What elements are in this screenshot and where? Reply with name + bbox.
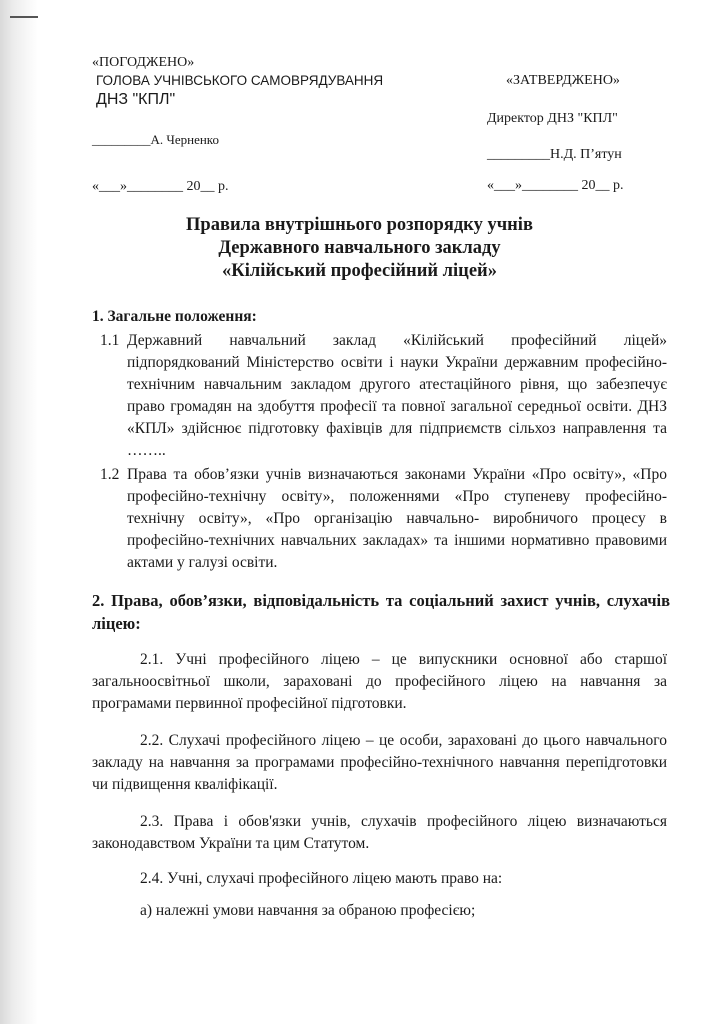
director-title: Директор ДНЗ "КПЛ" xyxy=(487,111,618,126)
agreed-label: «ПОГОДЖЕНО» xyxy=(92,55,195,70)
item-1-1-number: 1.1 xyxy=(100,332,120,349)
doc-title-line-2: Державного навчального закладу xyxy=(218,238,501,258)
item-1-2-text: Права та обов’язки учнів визначаються законами України «Про освіту», «Про професійно-технічну освіту», положеннями «Про ступеневу професійно-технічну освіту», «Про організацію навчально- виробничого процесу в професійно-технічних навчальних закладах» та іншими нормативно правовими актами у галузі освіти. xyxy=(127,466,667,571)
left-signature-line: _________А. Черненко xyxy=(92,132,219,147)
item-1-2-number: 1.2 xyxy=(100,466,120,483)
right-date-line: «___»________ 20__ р. xyxy=(487,178,624,193)
student-government-head: ГОЛОВА УЧНІВСЬКОГО САМОВРЯДУВАННЯ xyxy=(96,73,384,88)
left-org-name: ДНЗ "КПЛ" xyxy=(96,91,176,108)
section-2-heading: 2. Права, обов’язки, відповідальність та соціальний захист учнів, слухачів ліцею: xyxy=(92,591,670,633)
para-2-4: 2.4. Учні, слухачі професійного ліцею мають право на: xyxy=(140,870,503,887)
scan-mark xyxy=(10,0,38,18)
doc-title-line-3: «Кілійський професійний ліцей» xyxy=(222,261,497,281)
para-2-3: 2.3. Права і обов'язки учнів, слухачів професійного ліцею визначаються законодавством України та цим Статутом. xyxy=(92,813,667,852)
approved-label: «ЗАТВЕРДЖЕНО» xyxy=(506,73,620,88)
section-1-heading: 1. Загальне положення: xyxy=(92,308,257,325)
right-signature-line: _________Н.Д. П’ятун xyxy=(487,147,622,162)
left-date-line: «___»________ 20__ р. xyxy=(92,179,229,194)
para-2-1: 2.1. Учні професійного ліцею – це випускники основної або старшої загальноосвітньої школи, зараховані до професійного ліцею на навчання за програмами первинної професійної підготовки. xyxy=(92,651,667,712)
doc-title-line-1: Правила внутрішнього розпорядку учнів xyxy=(186,215,533,235)
para-2-2: 2.2. Слухачі професійного ліцею – це особи, зараховані до цього навчального закладу на навчання за програмами професійно-технічного навчання перепідготовки чи підвищення кваліфікації. xyxy=(92,732,667,793)
item-1-1-text: Державний навчальний заклад «Кілійський професійний ліцей» підпорядкований Міністерство освіти і науки України державним професійно-технічним навчальним закладом другого атестаційного рівня, що забезпечує право громадян на здобуття професії та повної загальної середньої освіти. ДНЗ «КПЛ» здійснює підготовку фахівців для підприємств сільхоз направлення та …….. xyxy=(127,332,667,459)
list-item-a: а) належні умови навчання за обраною професією; xyxy=(140,902,476,919)
scan-shadow-edge xyxy=(0,0,38,1024)
